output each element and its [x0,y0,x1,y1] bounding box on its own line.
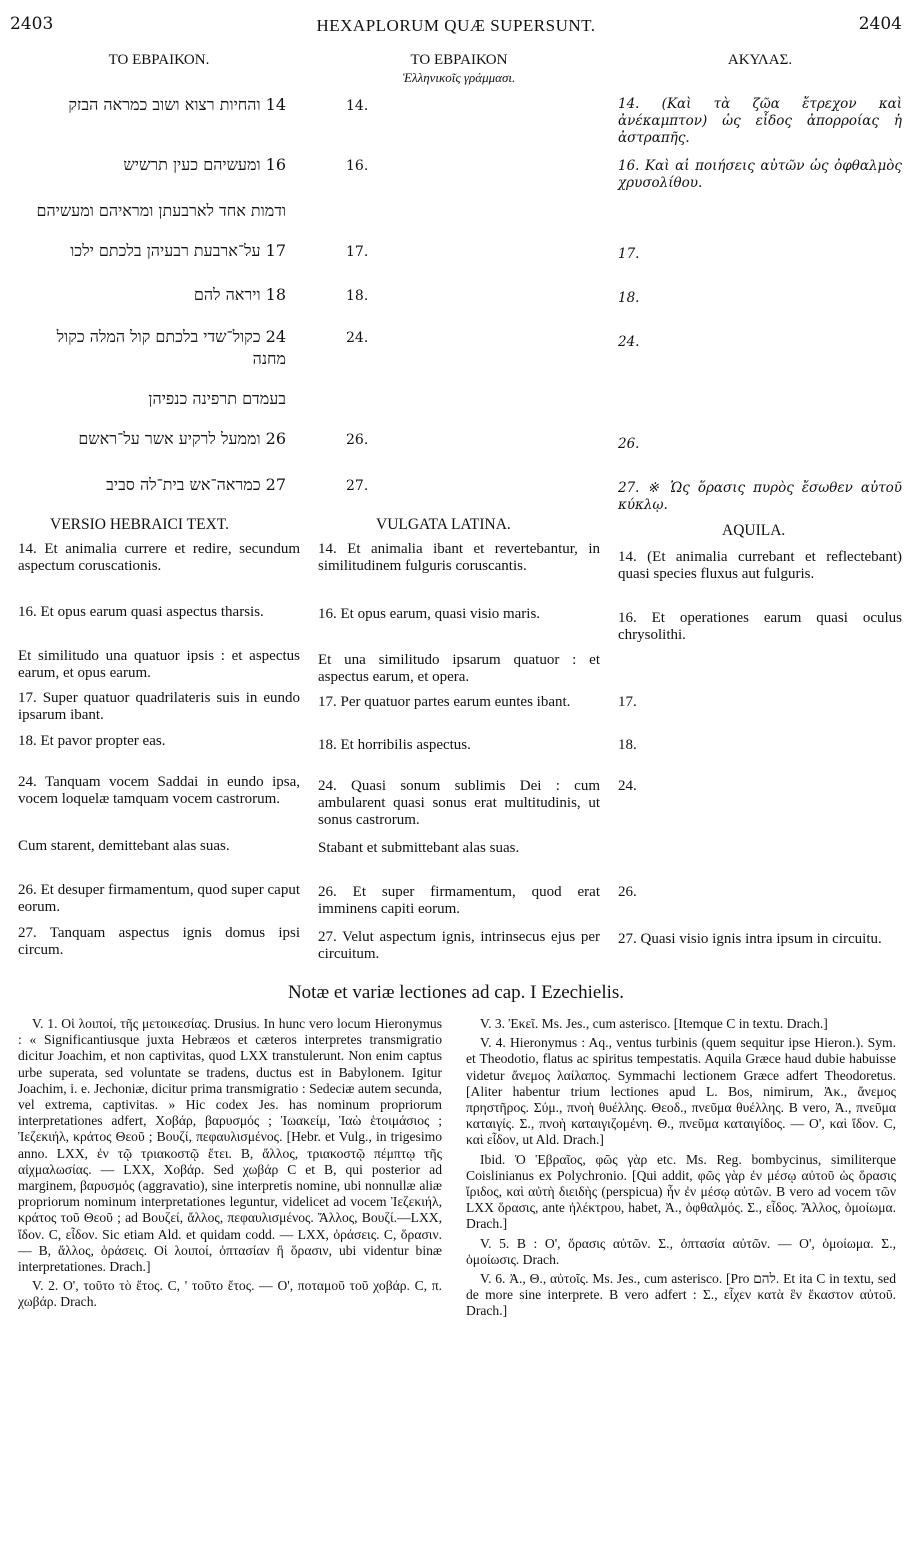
aquila-greek-text: 16. Καὶ αἱ ποιήσεις αὐτῶν ὡς ὀφθαλμὸς χρυσολίθου. [618,158,902,191]
versio-text: Cum starent, demittebant alas suas. [18,838,230,854]
transliteration-verse-number: 26. [346,432,369,448]
hebrew-line: 18 ויראה להם [193,285,286,304]
note-paragraph: V. 6. Ἀ., Θ., αὐτοῖς. Ms. Jes., cum asterisco. [Pro להם. Et ita C in textu, sed de more sine interprete. B vero adfert : Σ., εἶχεν κατὰ ἓν ἕκαστον αὐτοῦ. Drach.] [466,1271,896,1319]
notes-column-right [466,1016,896,1323]
column-heading-vulgata: VULGATA LATINA. [376,516,511,533]
versio-text: 14. Et animalia currere et redire, secundum aspectum coruscationis. [18,541,300,574]
aquila-latin-text: 27. Quasi visio ignis intra ipsum in circuitu. [618,931,882,947]
versio-text: 27. Tanquam aspectus ignis domus ipsi circum. [18,925,300,958]
aquila-greek-text: 27. ※ Ὡς ὅρασις πυρὸς ἔσωθεν αὐτοῦ κύκλῳ. [618,480,902,513]
running-title: HEXAPLORUM QUÆ SUPERSUNT. [316,16,596,35]
transliteration-verse-number: 27. [346,478,369,494]
note-paragraph: V. 5. B : Ο', ὅρασις αὐτῶν. Σ., ὀπτασία αὐτῶν. — Ο', ὁμοίωμα. Σ., ὁμοίωσις. Drach. [466,1235,896,1267]
aquila-greek-text: 17. [618,246,640,262]
versio-text: 26. Et desuper firmamentum, quod super caput eorum. [18,882,300,915]
note-paragraph: Ibid. Ὁ Ἑβραῖος, φῶς γὰρ etc. Ms. Reg. bombycinus, similiterque Coislinianus ex Polychronio. [Qui addit, φῶς γὰρ ἐν μέσῳ αὐτοῦ ὡς ὅρασις ἴριδος, καὶ αὐτὴ διειδὴς (perspicua) ἦν ἐν μέσῳ αὐτῶν. B vero ad vocem τῶν LXX ὅρασις, ante ἠλέκτρου, habet, Ἀ., ὀφθαλμός. Σ., εἶδος. Ἄλλος, ὁμοίωμα. Drach.] [466,1151,896,1232]
aquila-greek-text: 24. [618,334,640,350]
vulgata-text: Stabant et submittebant alas suas. [318,840,520,856]
hebrew-line: בעמדם תרפינה כנפיהן [148,389,286,408]
aquila-latin-text: 17. [618,694,637,710]
page-header [0,14,912,40]
column-heading-aquila-latin: AQUILA. [722,522,786,539]
hebrew-line: 24 כקול־שדי בלכתם קול המלה כקול מחנה [56,327,286,368]
versio-text: 16. Et opus earum quasi aspectus tharsis. [18,604,264,620]
hebrew-line: 17 על־ארבעת רבעיהן בלכתם ילכו [70,241,286,260]
aquila-greek-text: 26. [618,436,640,452]
transliteration-verse-number: 24. [346,330,369,346]
note-paragraph: V. 4. Hieronymus : Aq., ventus turbinis (quem sequitur ipse Hieron.). Sym. et Theodotio, flatus ac spiritus tempestatis. Aquila Græce haud dubie habuisse videtur ἄνεμος λαίλαπος. Symmachi lectionem Græce adfert Theodoretus. [Aliter habentur trium lectiones apud L. Bos, nimirum, Ἀκ., ἄνεμος πρηστῆρος. Σύμ., πνοὴ θυέλλης. Θεοδ., πνεῦμα θυέλλης. B vero, Ἀ., πνεῦμα καταιγίς. Σ., πνοὴ καταιγιζομένη. Θ., πνεῦμα καταιγίδος. — Ο', καὶ ἴδον. C, καὶ εἶδον, ut Ald. Drach.] [466,1035,896,1148]
notes-column-left [18,1016,442,1314]
hebrew-line: ודמות אחד לארבעתן ומראיהם ומעשיהם [36,201,286,220]
column-heading-aquila-greek-title: ΑΚΥΛΑΣ. [727,52,793,68]
aquila-latin-text: 14. (Et animalia currebant et reflectebant) quasi species fluxus aut fulguris. [618,549,902,582]
vulgata-text: 18. Et horribilis aspectus. [318,737,471,753]
page-number-left: 2403 [10,14,54,34]
hebrew-line: 27 כמראה־אש בית־לה סביב [106,475,286,494]
vulgata-text: 26. Et super firmamentum, quod erat imminens capiti eorum. [318,884,600,917]
aquila-greek-text: 18. [618,290,640,306]
note-paragraph: V. 2. Ο', τοῦτο τὸ ἔτος. C, ' τοῦτο ἔτος. — Ο', ποταμοῦ τοῦ χοβάρ. C, π. χωβάρ. Drach. [18,1278,442,1310]
notes-heading: Notæ et variæ lectiones ad cap. I Ezechielis. [287,982,625,1003]
versio-text: 24. Tanquam vocem Saddai in eundo ipsa, vocem loquelæ tamquam vocem castrorum. [18,774,300,807]
column-heading-transliteration-subtitle: Ἑλληνικοῖς γράμμασι. [402,70,516,85]
column-heading-transliteration [318,52,600,86]
transliteration-verse-number: 18. [346,288,369,304]
column-heading-transliteration-title: ΤΟ ΕΒΡΑΙΚΟΝ [410,52,508,68]
transliteration-verse-number: 14. [346,98,369,114]
vulgata-text: 14. Et animalia ibant et revertebantur, in similitudinem fulguris coruscantis. [318,541,600,574]
note-paragraph: V. 3. Ἐκεῖ. Ms. Jes., cum asterisco. [Itemque C in textu. Drach.] [480,1016,828,1031]
column-heading-hebrew [18,52,300,69]
vulgata-text: 24. Quasi sonum sublimis Dei : cum ambularent quasi sonus erat multitudinis, ut sonus castrorum. [318,778,600,828]
aquila-latin-text: 18. [618,737,637,753]
versio-text: 18. Et pavor propter eas. [18,733,166,749]
aquila-latin-text: 24. [618,778,637,794]
aquila-greek-text: 14. (Καὶ τὰ ζῶα ἔτρεχον καὶ ἀνέκαμπτον) ὡς εἶδος ἀπορροίας ἡ ἀστραπῆς. [618,96,902,146]
hebrew-line: 14 והחיות רצוא ושוב כמראה הבזק [68,95,286,114]
hebrew-line: 26 וממעל לרקיע אשר על־ראשם [78,429,286,448]
column-heading-hebrew-title: ΤΟ ΕΒΡΑΙΚΟΝ. [108,52,210,68]
transliteration-verse-number: 17. [346,244,369,260]
vulgata-text: 17. Per quatuor partes earum euntes ibant. [318,694,571,710]
vulgata-text: 27. Velut aspectum ignis, intrinsecus ejus per circuitum. [318,929,600,962]
aquila-latin-text: 26. [618,884,637,900]
vulgata-text: 16. Et opus earum, quasi visio maris. [318,606,541,622]
vulgata-text: Et una similitudo ipsarum quatuor : et aspectus earum, et opera. [318,652,600,685]
page-number-right: 2404 [858,14,902,34]
aquila-latin-text: 16. Et operationes earum quasi oculus chrysolithi. [618,610,902,643]
column-heading-aquila-greek [618,52,902,69]
versio-text: 17. Super quatuor quadrilateris suis in eundo ipsarum ibant. [18,690,300,723]
note-paragraph: V. 1. Οἱ λοιποί, τῆς μετοικεσίας. Drusius. In hunc vero locum Hieronymus : « Significantiusque juxta Hebræos et cæteros interpretes transmigratio dicitur Joachim, et non captivitas, quod LXX transtulerunt. Non enim captus urbe superata, sed voluntate se tradens, ductus est in Babylonem. Igitur Joachim, i. e. Jechoniæ, dicitur prima transmigratio : Sedeciæ autem secunda, vel extrema, captivitas. » Hic codex Jes. has nominum propriorum interpretationes adfert, Χοβάρ, βαρυσμός ; Ἰωακείμ, Ἰαὼ ἑτοιμάσιος ; Ἰεζεκιήλ, κράτος Θεοῦ ; Βουζί, πεφαυλισμένος. [Hebr. et Vulg., in trigesimo anno. LXX, ἐν τῷ τριακοστῷ ἔτει. B, ἄλλος, τριακοστῷ πέμπτῳ τῆς αἰχμαλωσίας. — LXX, Χοβάρ. Sed χωβάρ C et B, qui posterior ad marginem, βαρυσμός (aggravatio), sine interpretis nomine, ubi nonnullæ aliæ propriorum nominum interpretationes leguntur, videlicet ad vocem Ἰεζεκιήλ, κράτος τοῦ Θεοῦ ; ad Βουζεί, ἄλλος, πεφαυλισμένος. Ἄλλος, Βουζί.—LXX, ἴδον. C, εἶδον. Sic etiam Ald. et quidam codd. — LXX, ὁράσεις. C, ὅρασιν. — B, ἄλλος, ὁράσεις. Οἱ λοιποί, ὀπτασίαν ἢ ὅρασιν, ubi videntur binæ interpretationes. Drach.] [18,1016,442,1275]
column-heading-versio-hebraici: VERSIO HEBRAICI TEXT. [50,516,229,533]
versio-text: Et similitudo una quatuor ipsis : et aspectus earum, et opus earum. [18,648,300,681]
transliteration-verse-number: 16. [346,158,369,174]
hebrew-line: 16 ומעשיהם כעין תרשיש [123,155,286,174]
